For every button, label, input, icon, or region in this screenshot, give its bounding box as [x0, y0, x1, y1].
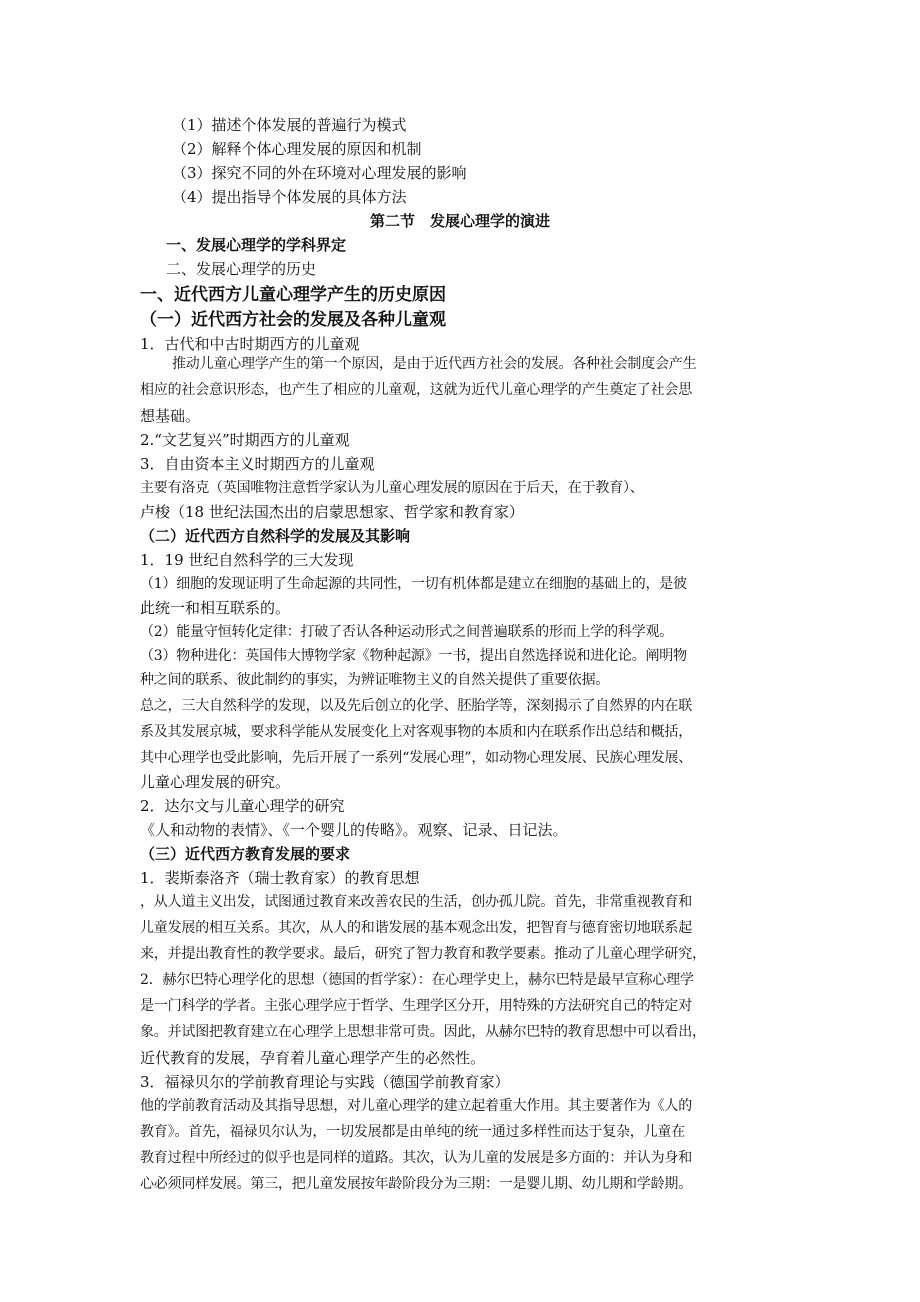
- paragraph-line: （2）能量守恒转化定律：打破了否认各种运动形式之间普遍联系的形而上学的科学观。: [140, 624, 674, 640]
- list-item-1: （1）描述个体发展的普遍行为模式: [172, 116, 407, 134]
- paragraph-line: 系及其发展京城，要求科学能从发展变化上对客观事物的本质和内在联系作出总结和概括，: [140, 724, 692, 740]
- paragraph-line: 总之，三大自然科学的发现，以及先后创立的化学、胚胎学等，深刻揭示了自然界的内在联: [140, 698, 692, 714]
- paragraph-line: 1．古代和中古时期西方的儿童观: [140, 335, 360, 353]
- heading-subsection-2: （二）近代西方自然科学的发展及其影响: [140, 527, 411, 545]
- paragraph-line: 2．赫尔巴特心理学化的思想（德国的哲学家）：在心理学史上，赫尔巴特是最早宣称心理学: [140, 972, 694, 988]
- paragraph-line: 儿童心理发展的研究。: [140, 773, 291, 791]
- heading-history: 二、发展心理学的历史: [166, 260, 317, 278]
- paragraph-line: 他的学前教育活动及其指导思想，对儿童心理学的建立起着重大作用。其主要著作为《人的: [140, 1098, 692, 1114]
- paragraph-line: 其中心理学也受此影响，先后开展了一系列“发展心理”，如动物心理发展、民族心理发展、: [140, 750, 693, 766]
- paragraph-line: 儿童发展的相互关系。其次，从人的和谐发展的基本观念出发，把智育与德育密切地联系起: [140, 920, 692, 936]
- paragraph-line: 1．裴斯泰洛齐（瑞士教育家）的教育思想: [140, 869, 420, 887]
- heading-subsection-3: （三）近代西方教育发展的要求: [140, 845, 351, 863]
- paragraph-line: 心必须同样发展。第三，把儿童发展按年龄阶段分为三期：一是婴儿期、幼儿期和学龄期。: [140, 1176, 692, 1192]
- paragraph-line: 2．达尔文与儿童心理学的研究: [140, 797, 345, 815]
- paragraph-line: 卢梭（18 世纪法国杰出的启蒙思想家、哲学家和教育家）: [140, 503, 524, 521]
- heading-level1: 一、近代西方儿童心理学产生的历史原因: [140, 285, 446, 305]
- paragraph-line: 来，并提出教育性的教学要求。最后，研究了智力教育和教学要素。推动了儿童心理学研究，: [140, 946, 706, 962]
- paragraph-line: （3）物种进化：英国伟大博物学家《物种起源》一书，提出自然选择说和进化论。阐明物: [140, 648, 687, 664]
- list-item-4: （4）提出指导个体发展的具体方法: [172, 188, 407, 206]
- paragraph-line: ，从人道主义出发，试图通过教育来改善农民的生活，创办孤儿院。首先，非常重视教育和: [140, 894, 692, 910]
- paragraph-line: 教育》。首先，福禄贝尔认为，一切发展都是由单纯的统一通过多样性而达于复杂，儿童在: [140, 1124, 685, 1140]
- paragraph-line: 想基础。: [140, 407, 201, 425]
- paragraph-line: 近代教育的发展，孕育着儿童心理学产生的必然性。: [140, 1049, 486, 1067]
- paragraph-line: 3．福禄贝尔的学前教育理论与实践（德国学前教育家）: [140, 1073, 510, 1091]
- paragraph-line: 1．19 世纪自然科学的三大发现: [140, 551, 354, 569]
- paragraph-line: 种之间的联系、彼此制约的事实，为辨证唯物主义的自然关提供了重要依据。: [140, 672, 610, 688]
- paragraph-line: 此统一和相互联系的。: [140, 599, 291, 617]
- paragraph-line: 主要有洛克（英国唯物注意哲学家认为儿童心理发展的原因在于后天，在于教育）、: [140, 480, 644, 496]
- paragraph-line: 推动儿童心理学产生的第一个原因，是由于近代西方社会的发展。各种社会制度会产生: [172, 356, 697, 372]
- list-item-3: （3）探究不同的外在环境对心理发展的影响: [172, 164, 467, 182]
- paragraph-line: 相应的社会意识形态，也产生了相应的儿童观，这就为近代儿童心理学的产生奠定了社会思: [140, 382, 692, 398]
- paragraph-line: （1）细胞的发现证明了生命起源的共同性，一切有机体都是建立在细胞的基础上的，是彼: [140, 576, 687, 592]
- list-item-2: （2）解释个体心理发展的原因和机制: [172, 140, 422, 158]
- heading-subsection-1: （一）近代西方社会的发展及各种儿童观: [140, 310, 446, 330]
- paragraph-line: 象。并试图把教育建立在心理学上思想非常可贵。因此，从赫尔巴特的教育思想中可以看出，: [140, 1024, 706, 1040]
- paragraph-line: 3．自由资本主义时期西方的儿童观: [140, 455, 375, 473]
- paragraph-line: 教育过程中所经过的似乎也是同样的道路。其次，认为儿童的发展是多方面的：并认为身和: [140, 1150, 692, 1166]
- section-title: 第二节 发展心理学的演进: [369, 212, 550, 230]
- heading-definition: 一、发展心理学的学科界定: [166, 236, 347, 254]
- paragraph-line: 《人和动物的表情》、《一个婴儿的传略》。观察、记录、日记法。: [140, 821, 568, 839]
- paragraph-line: 是一门科学的学者。主张心理学应于哲学、生理学区分开，用特殊的方法研究自己的特定对: [140, 998, 692, 1014]
- paragraph-line: 2.“文艺复兴”时期西方的儿童观: [140, 431, 350, 449]
